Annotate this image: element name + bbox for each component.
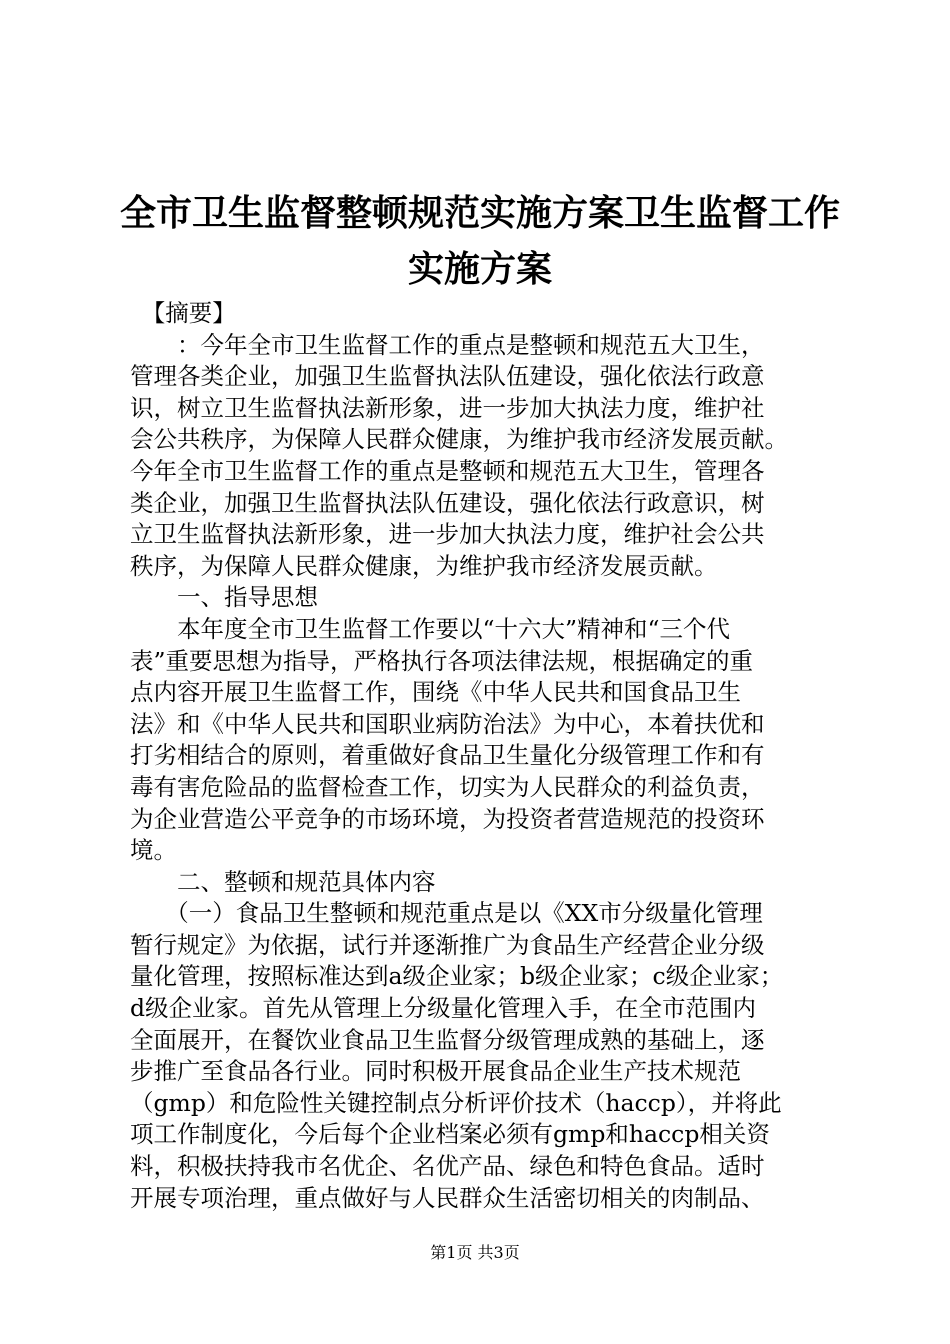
body-text-line: 境。: [130, 836, 177, 865]
body-text-line: 类企业，加强卫生监督执法队伍建设，强化依法行政意识，树: [130, 488, 765, 517]
page-footer: 第1页 共3页: [430, 1243, 520, 1262]
body-text-line: 项工作制度化，今后每个企业档案必须有gmp和haccp相关资: [130, 1120, 770, 1149]
body-text-line: 一、指导思想: [130, 583, 318, 612]
document-title-line-1: 全市卫生监督整顿规范实施方案卫生监督工作: [119, 192, 840, 234]
body-text-line: 量化管理，按照标准达到a级企业家；b级企业家；c级企业家；: [130, 962, 784, 991]
body-text-line: 步推广至食品各行业。同时积极开展食品企业生产技术规范: [130, 1057, 741, 1086]
body-text-line: 识，树立卫生监督执法新形象，进一步加大执法力度，维护社: [130, 393, 765, 422]
body-text-line: d级企业家。首先从管理上分级量化管理入手，在全市范围内: [130, 994, 757, 1023]
body-text-line: 会公共秩序，为保障人民群众健康，为维护我市经济发展贡献。: [130, 425, 788, 454]
body-text-line: 暂行规定》为依据，试行并逐渐推广为食品生产经营企业分级: [130, 930, 765, 959]
body-text-line: （一）食品卫生整顿和规范重点是以《XX市分级量化管理: [130, 899, 763, 928]
body-text-line: 料，积极扶持我市名优企、名优产品、绿色和特色食品。适时: [130, 1152, 765, 1181]
body-text-line: 表”重要思想为指导，严格执行各项法律法规，根据确定的重: [130, 646, 754, 675]
document-title-line-2: 实施方案: [407, 248, 552, 290]
body-text-line: 全面展开，在餐饮业食品卫生监督分级管理成熟的基础上，逐: [130, 1025, 765, 1054]
body-text-line: 二、整顿和规范具体内容: [130, 867, 436, 896]
body-text-line: 本年度全市卫生监督工作要以“十六大”精神和“三个代: [130, 614, 731, 643]
body-text-line: 【摘要】: [130, 299, 236, 327]
body-text-line: 开展专项治理，重点做好与人民群众生活密切相关的肉制品、: [130, 1183, 765, 1212]
body-text-line: 立卫生监督执法新形象，进一步加大执法力度，维护社会公共: [130, 520, 765, 549]
document-body: [130, 298, 830, 1214]
body-text-line: 打劣相结合的原则，着重做好食品卫生量化分级管理工作和有: [130, 741, 765, 770]
body-text-line: ：今年全市卫生监督工作的重点是整顿和规范五大卫生，: [130, 330, 765, 359]
body-text-line: 毒有害危险品的监督检查工作，切实为人民群众的利益负责，: [130, 772, 765, 801]
body-text-line: 为企业营造公平竞争的市场环境，为投资者营造规范的投资环: [130, 804, 765, 833]
body-text-line: 今年全市卫生监督工作的重点是整顿和规范五大卫生，管理各: [130, 456, 765, 485]
body-text-line: 点内容开展卫生监督工作，围绕《中华人民共和国食品卫生: [130, 678, 741, 707]
body-text-line: （gmp）和危险性关键控制点分析评价技术（haccp），并将此: [130, 1088, 782, 1117]
body-text-line: 法》和《中华人民共和国职业病防治法》为中心，本着扶优和: [130, 709, 765, 738]
body-text-line: 秩序，为保障人民群众健康，为维护我市经济发展贡献。: [130, 551, 718, 580]
body-text-line: 管理各类企业，加强卫生监督执法队伍建设，强化依法行政意: [130, 362, 765, 391]
